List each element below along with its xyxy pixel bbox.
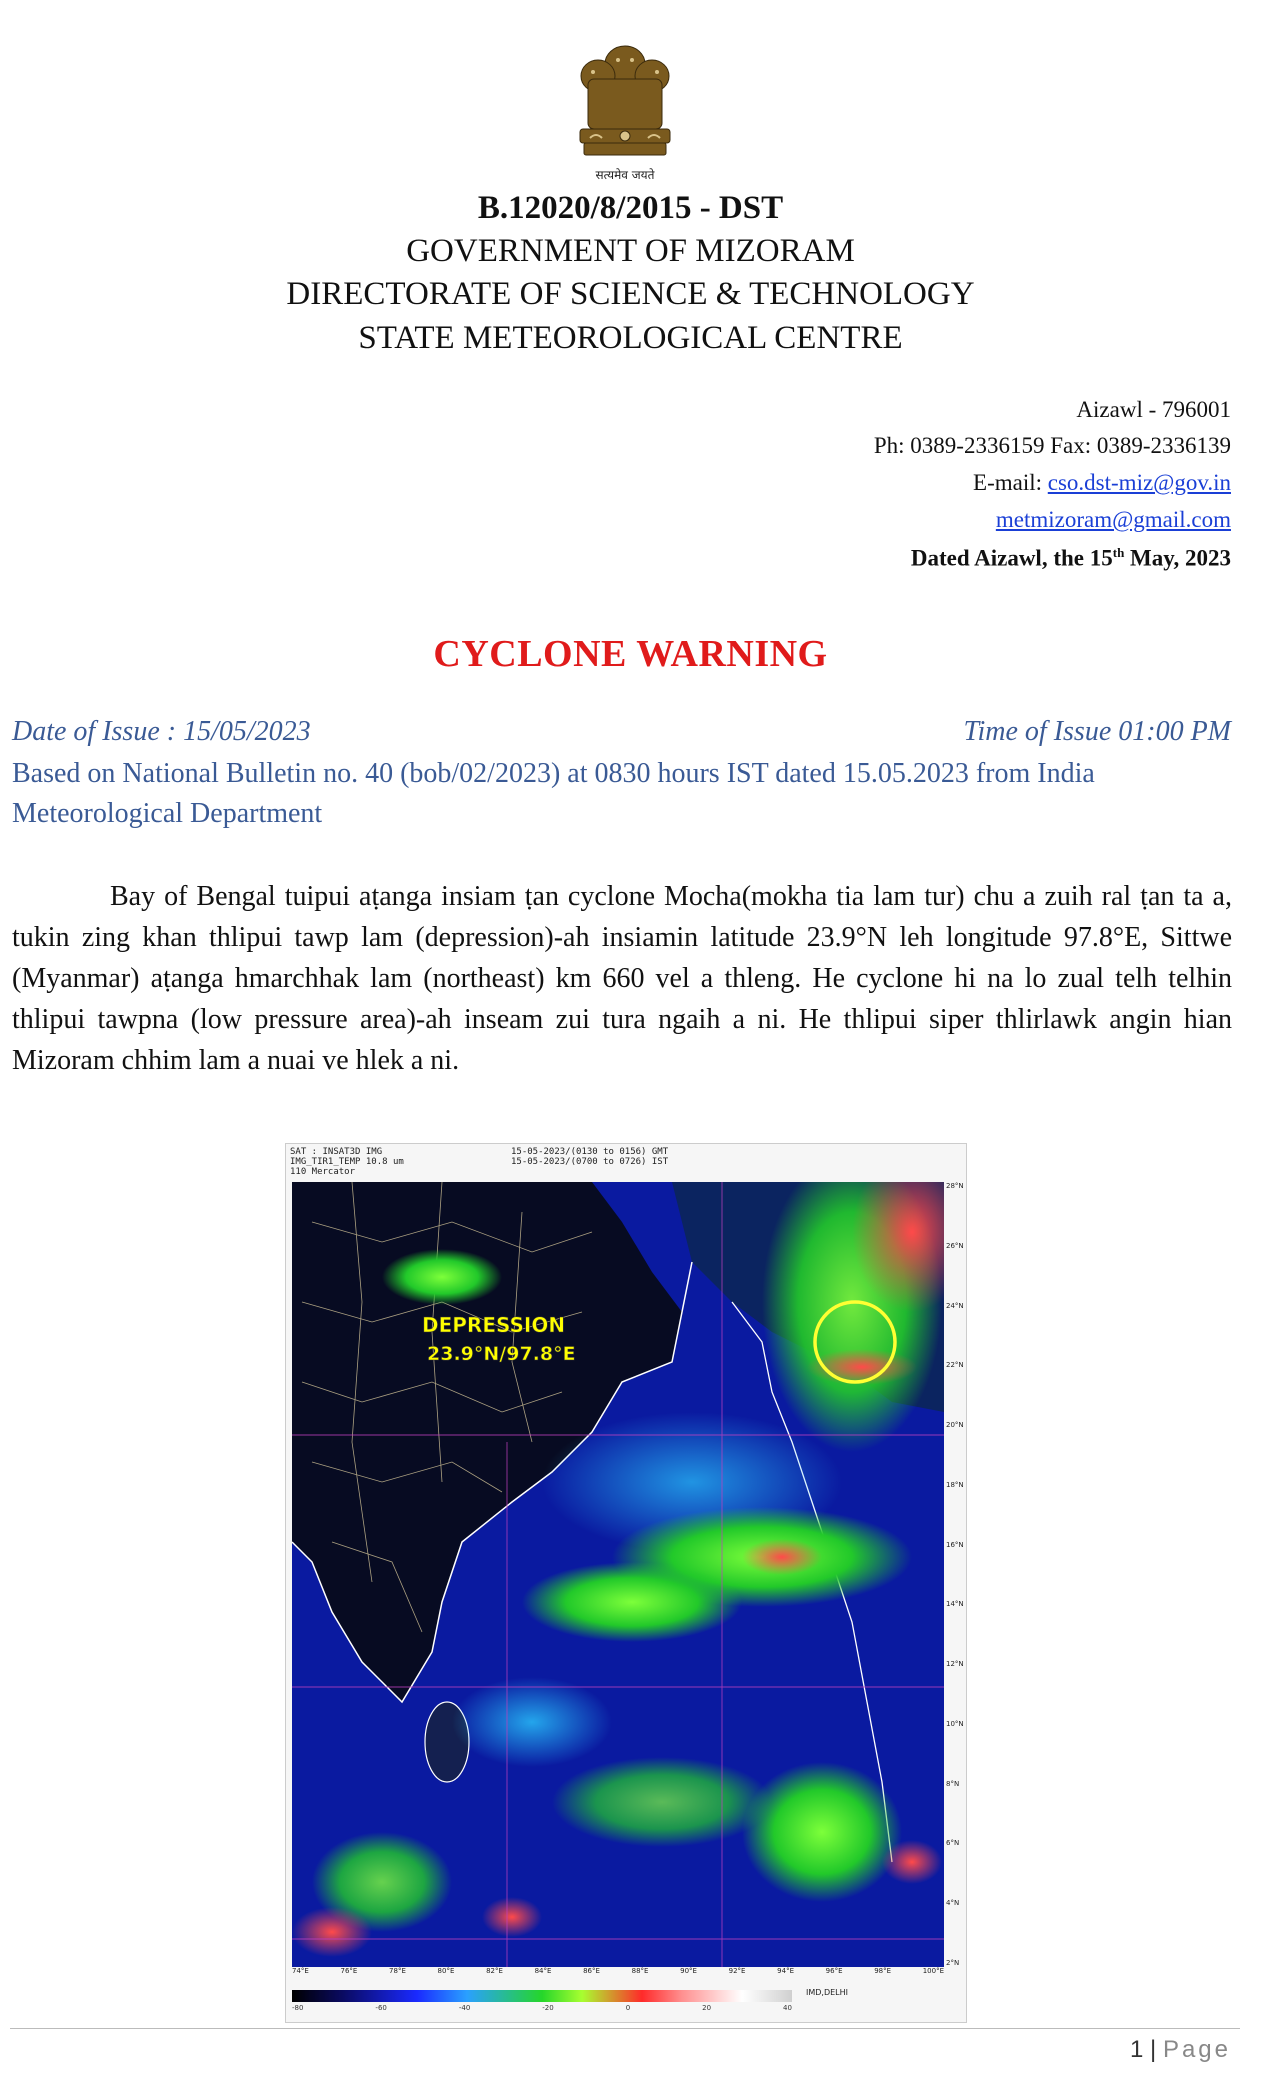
lat-tick: 2°N	[946, 1958, 960, 1967]
cbar-tick: 20	[702, 2004, 712, 2012]
lat-tick: 12°N	[946, 1660, 964, 1669]
national-emblem-logo	[560, 34, 690, 184]
sat-hdr-left-line: 110 Mercator	[290, 1167, 356, 1177]
lon-tick: 76°E	[340, 1967, 358, 1975]
address-email-row	[973, 470, 1231, 496]
cbar-tick: 0	[625, 2004, 631, 2012]
email-label: E-mail:	[973, 470, 1048, 495]
satellite-image	[285, 1143, 967, 2023]
address-phone-fax: Ph: 0389-2336159 Fax: 0389-2336139	[873, 433, 1231, 458]
temperature-colorbar	[292, 1990, 792, 2002]
colorbar-source-label: IMD,DELHI	[806, 1988, 849, 1997]
latitude-ticks	[946, 1182, 966, 1967]
warning-body-paragraph: Bay of Bengal tuipui aṭanga insiam ṭan cyclone Mocha(mokha tia lam tur) chu a zuih ral ṭan ta a, tukin zing khan thlipui tawp lam (depression)-ah insiamin latitude 23.9°N leh longitude 97.8°E, Sittwe (Myanmar) aṭanga hmarchhak lam (northeast) km 660 vel a thleng. He cyclone hi na lo zual telh telhin thlipui tawpna (low pressure area)-ah inseam zui tura ngaih a ni. He thlipui siper thlirlawk angin hian Mizoram chhim lam a nuai ve hlek a ni.	[12, 881, 1232, 1076]
lon-tick: 80°E	[437, 1967, 455, 1975]
sat-hdr-right-line: 15-05-2023/(0700 to 0726) IST	[511, 1157, 669, 1167]
issue-time: Time of Issue 01:00 PM	[963, 716, 1231, 747]
cbar-tick: -80	[292, 2004, 304, 2012]
lat-tick: 18°N	[946, 1480, 964, 1489]
footer-divider	[10, 2028, 1240, 2029]
lon-tick: 84°E	[534, 1967, 552, 1975]
lat-tick: 16°N	[946, 1540, 964, 1549]
depression-coords-label: 23.9°N/97.8°E	[427, 1343, 576, 1365]
page-number-value: 1	[1130, 2036, 1144, 2063]
lon-tick: 82°E	[486, 1967, 503, 1975]
sat-hdr-left-line: IMG_TIR1_TEMP 10.8 um	[290, 1157, 404, 1167]
lon-tick: 100°E	[922, 1967, 944, 1975]
lat-tick: 4°N	[946, 1899, 960, 1908]
lon-tick: 96°E	[825, 1967, 843, 1975]
satellite-map	[292, 1182, 944, 1967]
cbar-tick: 40	[783, 2004, 792, 2012]
lon-tick: 98°E	[874, 1967, 892, 1975]
cbar-tick: -40	[458, 2004, 471, 2012]
page-number	[1130, 2036, 1231, 2064]
cbar-tick: -60	[375, 2004, 387, 2012]
colorbar-ticks	[292, 2004, 792, 2012]
lat-tick: 28°N	[946, 1182, 964, 1190]
lat-tick: 10°N	[946, 1719, 964, 1728]
dated-sup: th	[1112, 545, 1125, 560]
satellite-header-right	[511, 1147, 668, 1167]
centre-name: STATE METEOROLOGICAL CENTRE	[358, 320, 903, 356]
address-email-row-2	[996, 507, 1231, 533]
lon-tick: 86°E	[583, 1967, 600, 1975]
lat-tick: 24°N	[946, 1301, 964, 1310]
dated-suffix: May, 2023	[1124, 545, 1231, 571]
warning-title: CYCLONE WARNING	[433, 633, 828, 675]
email-link-met[interactable]: metmizoram@gmail.com	[995, 507, 1231, 532]
lat-tick: 6°N	[946, 1839, 960, 1848]
lon-tick: 78°E	[389, 1967, 406, 1975]
bulletin-reference: Based on National Bulletin no. 40 (bob/02/2023) at 0830 hours IST dated 15.05.2023 from India Meteorological Department	[12, 758, 1095, 829]
government-name: GOVERNMENT OF MIZORAM	[406, 233, 855, 269]
dated-prefix: Dated Aizawl, the 15	[910, 545, 1113, 571]
lat-tick: 14°N	[946, 1600, 964, 1609]
lat-tick: 22°N	[946, 1361, 964, 1370]
satellite-header-left	[290, 1147, 404, 1177]
directorate-name: DIRECTORATE OF SCIENCE & TECHNOLOGY	[286, 276, 975, 312]
issue-date: Date of Issue : 15/05/2023	[12, 716, 311, 747]
emblem-motto: सत्यमेव जयते	[595, 168, 655, 182]
lon-tick: 90°E	[680, 1967, 697, 1975]
lat-tick: 8°N	[946, 1779, 960, 1788]
depression-label: DEPRESSION	[422, 1313, 566, 1337]
dated-line	[911, 545, 1231, 572]
page-separator: |	[1143, 2036, 1163, 2063]
cbar-tick: -20	[542, 2004, 554, 2012]
lon-tick: 88°E	[631, 1967, 649, 1975]
lat-tick: 26°N	[946, 1241, 964, 1250]
lon-tick: 92°E	[728, 1967, 746, 1975]
reference-number: B.12020/8/2015 - DST	[477, 190, 784, 226]
sat-hdr-left-line: SAT : INSAT3D IMG	[290, 1147, 383, 1157]
address-city: Aizawl - 796001	[1076, 397, 1231, 422]
email-link-dst[interactable]: cso.dst-miz@gov.in	[1047, 470, 1231, 495]
sat-hdr-right-line: 15-05-2023/(0130 to 0156) GMT	[511, 1147, 669, 1157]
longitude-ticks	[292, 1967, 944, 1977]
lon-tick: 94°E	[777, 1967, 794, 1975]
lon-tick: 74°E	[292, 1967, 309, 1975]
lat-tick: 20°N	[946, 1421, 964, 1430]
page-word: Page	[1162, 2036, 1231, 2063]
